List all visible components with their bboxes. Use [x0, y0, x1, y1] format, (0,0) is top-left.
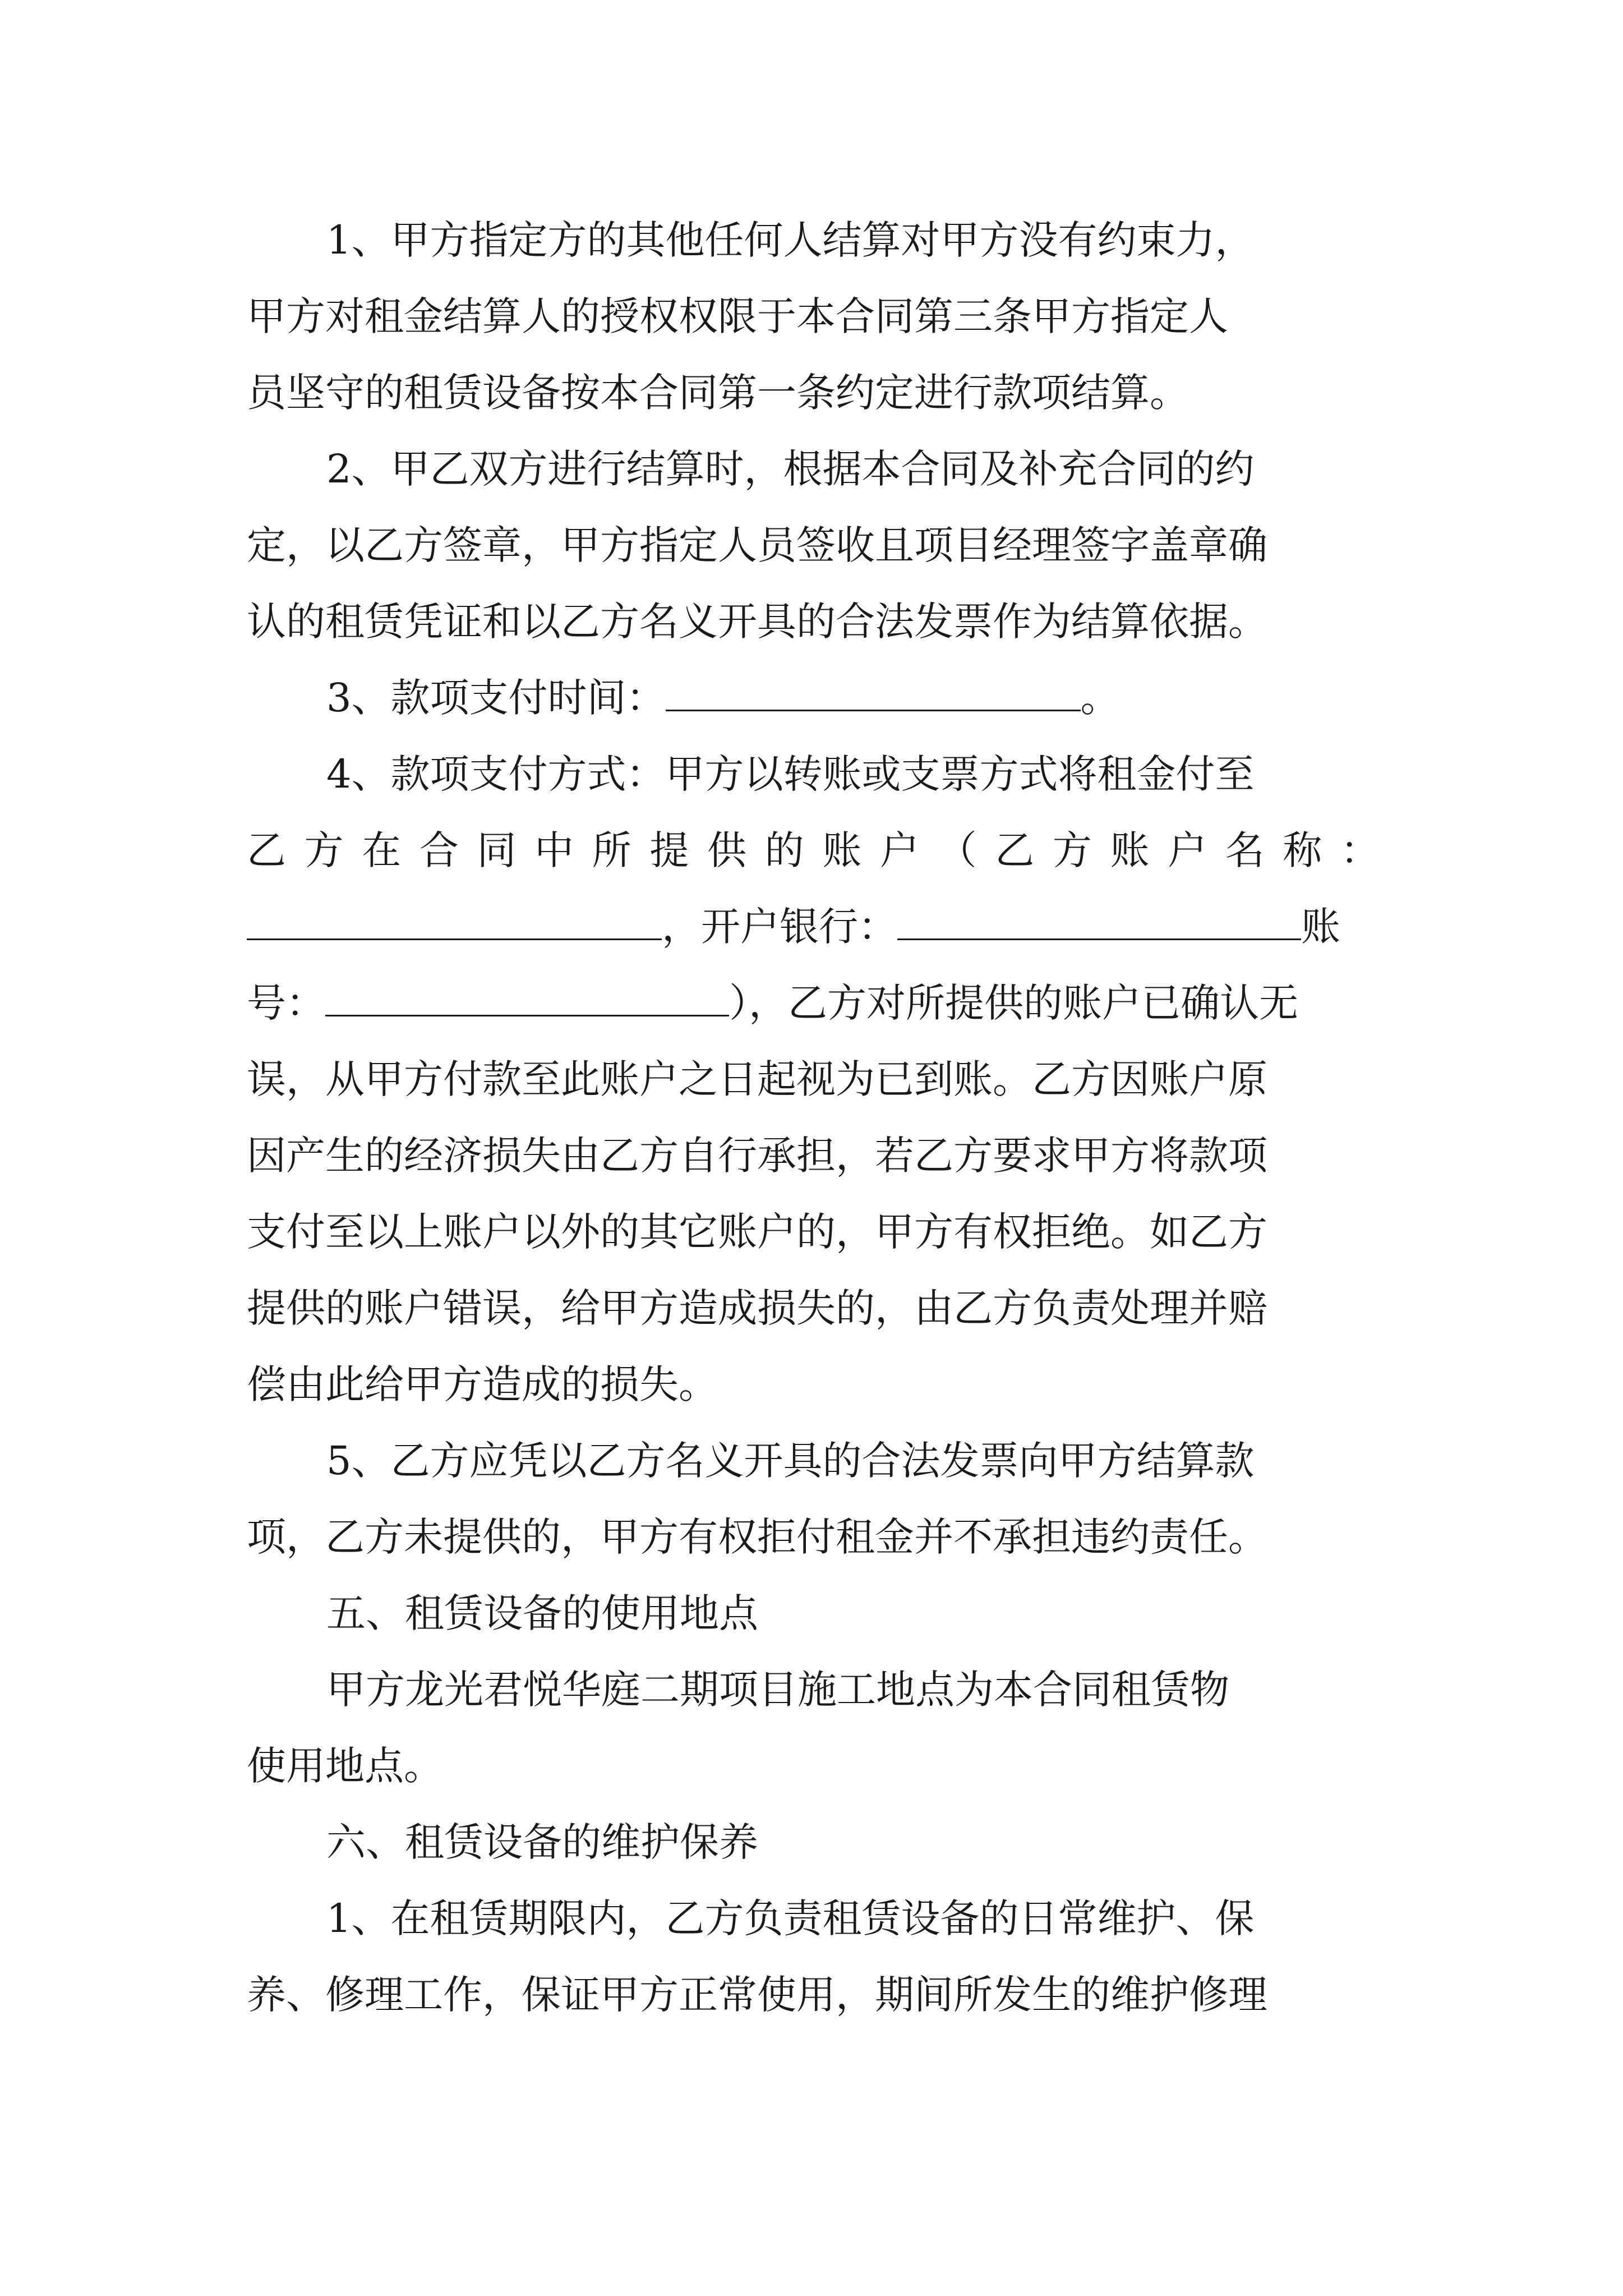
paragraph-1-line-1: 1、甲方指定方的其他任何人结算对甲方没有约束力，	[326, 217, 1255, 263]
paragraph-7-line-1: 1、在租赁期限内，乙方负责租赁设备的日常维护、保	[326, 1895, 1255, 1941]
paragraph-4-line-1: 4、款项支付方式：甲方以转账或支票方式将租金付至	[326, 751, 1255, 797]
bank-blank[interactable]	[897, 905, 1301, 940]
paragraph-6-line-2: 使用地点。	[247, 1743, 443, 1789]
paragraph-4-line-4	[247, 965, 1380, 1041]
account-confirm-text: ），乙方对所提供的账户已确认无	[729, 980, 1298, 1026]
account-name-blank[interactable]	[247, 905, 662, 940]
account-number-label-part2: 号：	[247, 980, 325, 1026]
section-heading-6: 六、租赁设备的维护保养	[326, 1819, 758, 1865]
paragraph-2-line-2: 定，以乙方签章，甲方指定人员签收且项目经理签字盖章确	[247, 522, 1267, 568]
paragraph-4-line-6: 因产生的经济损失由乙方自行承担，若乙方要求甲方将款项	[247, 1133, 1267, 1179]
paragraph-6-line-1: 甲方龙光君悦华庭二期项目施工地点为本合同租赁物	[326, 1667, 1229, 1713]
paragraph-7-line-2: 养、修理工作，保证甲方正常使用，期间所发生的维护修理	[247, 1972, 1267, 2018]
payment-time-blank[interactable]	[666, 676, 1081, 711]
paragraph-4-line-3	[247, 889, 1380, 965]
paragraph-2-line-1: 2、甲乙双方进行结算时，根据本合同及补充合同的约	[326, 446, 1255, 492]
paragraph-4-line-8: 提供的账户错误，给甲方造成损失的，由乙方负责处理并赔	[247, 1285, 1267, 1331]
paragraph-4-line-5: 误，从甲方付款至此账户之日起视为已到账。乙方因账户原	[247, 1056, 1267, 1102]
paragraph-4-line-9: 偿由此给甲方造成的损失。	[247, 1361, 718, 1407]
paragraph-5-line-2: 项，乙方未提供的，甲方有权拒付租金并不承担违约责任。	[247, 1514, 1267, 1560]
account-number-label-part1: 账	[1301, 904, 1340, 950]
paragraph-1-line-3: 员坚守的租赁设备按本合同第一条约定进行款项结算。	[247, 370, 1189, 416]
paragraph-2-line-3: 认的租赁凭证和以乙方名义开具的合法发票作为结算依据。	[247, 599, 1267, 645]
paragraph-4-line-2	[247, 812, 1380, 889]
paragraph-1-line-2: 甲方对租金结算人的授权权限于本合同第三条甲方指定人	[247, 293, 1228, 339]
payment-time-end: 。	[1080, 675, 1120, 721]
paragraph-3-payment-time	[247, 660, 1380, 736]
account-name-label: 乙方在合同中所提供的账户（乙方账户名称：	[247, 827, 1380, 873]
document-page	[247, 202, 1380, 2033]
account-number-blank[interactable]	[325, 981, 729, 1016]
payment-time-label: 3、款项支付时间：	[326, 675, 666, 721]
section-heading-5: 五、租赁设备的使用地点	[326, 1590, 758, 1636]
paragraph-4-line-7: 支付至以上账户以外的其它账户的，甲方有权拒绝。如乙方	[247, 1209, 1267, 1255]
bank-label: ，开户银行：	[662, 904, 897, 950]
paragraph-5-line-1: 5、乙方应凭以乙方名义开具的合法发票向甲方结算款	[326, 1438, 1255, 1484]
